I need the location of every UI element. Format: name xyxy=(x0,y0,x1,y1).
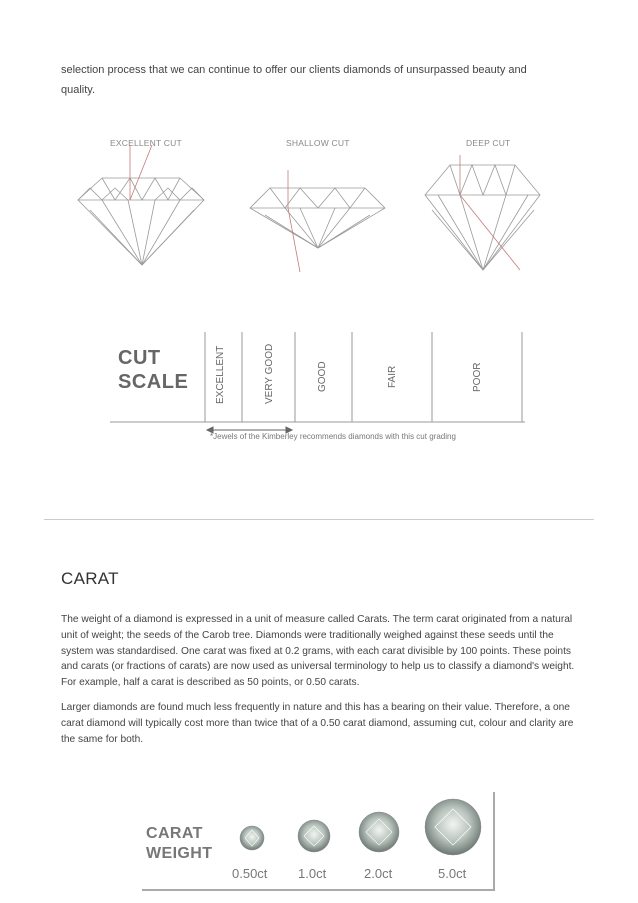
carat-label-10: 1.0ct xyxy=(298,866,327,881)
carat-label-20: 2.0ct xyxy=(364,866,393,881)
grade-good: GOOD xyxy=(317,361,328,392)
excellent-cut-diamond xyxy=(78,178,204,265)
diamond-050ct-icon xyxy=(240,826,264,850)
deep-cut-label: DEEP CUT xyxy=(466,138,511,148)
grade-poor: POOR xyxy=(472,362,483,392)
carat-heading: CARAT xyxy=(61,569,119,588)
diamond-20ct-icon xyxy=(359,812,399,852)
section-divider xyxy=(44,519,594,520)
diamond-10ct-icon xyxy=(298,820,330,852)
carat-label-50: 5.0ct xyxy=(438,866,467,881)
cut-scale-note: *Jewels of the Kimberley recommends diamonds with this cut grading xyxy=(210,432,456,441)
carat-paragraph-1: The weight of a diamond is expressed in a unit of measure called Carats. The term carat originated from a natural unit of weight; the seeds of the Carob tree. Diamonds were traditionally weighed against these seeds until the system was standardised. One carat was fixed at 0.2 grams, with each carat divisible by 100 points. These points and carats (or fractions of carats) are now used as universal terminology to help us to classify a diamond's weight. For example, half a carat is described as 50 points, or 0.50 carats. xyxy=(61,614,575,689)
cut-scale-title-line2: SCALE xyxy=(118,371,189,393)
diamond-50ct-icon xyxy=(425,799,481,855)
carat-label-050: 0.50ct xyxy=(232,866,268,881)
grade-fair: FAIR xyxy=(387,365,398,388)
cut-scale-title-line1: CUT xyxy=(118,347,161,369)
cut-comparison-diagram xyxy=(60,130,580,280)
deep-cut-diamond xyxy=(425,165,540,270)
grade-very-good: VERY GOOD xyxy=(264,343,275,404)
carat-weight-title-line1: CARAT xyxy=(146,825,203,842)
shallow-cut-diamond xyxy=(250,188,385,248)
grade-excellent: EXCELLENT xyxy=(215,345,226,404)
carat-weight-title xyxy=(146,824,212,864)
carat-paragraph-2: Larger diamonds are found much less frequently in nature and this has a bearing on their value. Therefore, a one carat diamond will typically cost more than twice that of a 0.50 carat diamond, assuming cut, colour and clarity are the same for both. xyxy=(61,702,574,745)
excellent-cut-label: EXCELLENT CUT xyxy=(110,138,182,148)
carat-weight-title-line2: WEIGHT xyxy=(146,845,213,862)
cut-scale-title xyxy=(118,346,188,394)
shallow-cut-label: SHALLOW CUT xyxy=(286,138,350,148)
intro-paragraph: selection process that we can continue to offer our clients diamonds of unsurpassed beauty and quality. xyxy=(61,64,527,96)
